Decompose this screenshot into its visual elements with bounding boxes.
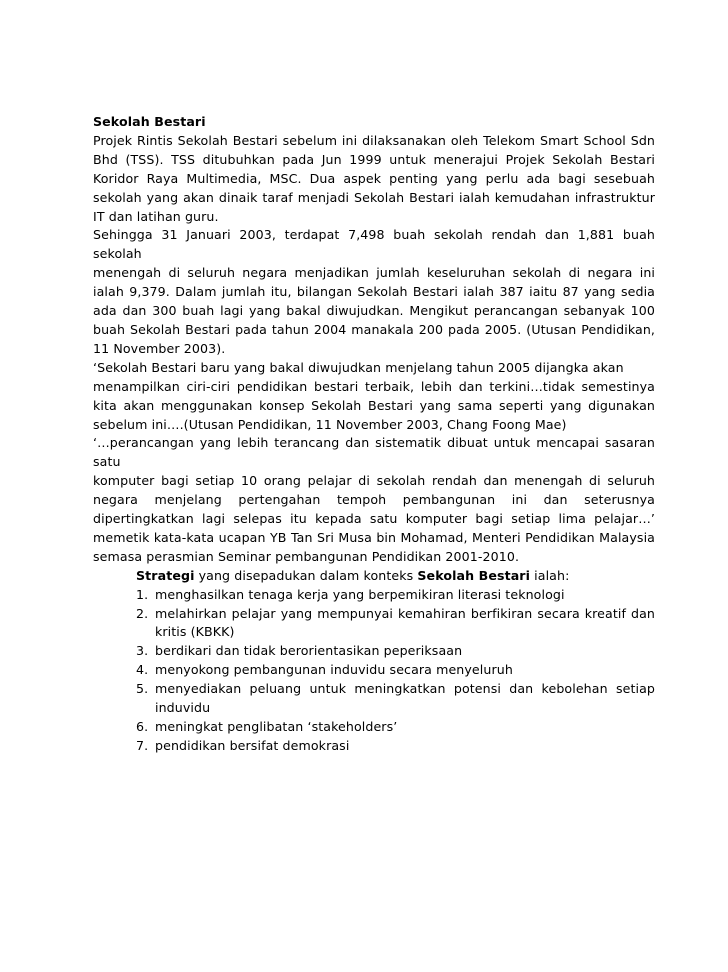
list-item <box>136 680 655 718</box>
list-item-number: 1. <box>136 586 149 602</box>
list-item <box>136 605 655 643</box>
strategy-end-text: ialah: <box>530 567 570 583</box>
paragraph-quote: menampilkan ciri-ciri pendidikan bestari terbaik, lebih dan terkini…tidak semestinya kita akan menggunakan konsep Sekolah Bestari yang sama seperti yang digunakan sebelum ini….(Utusan Pendidikan, 11 November 2003, Chang Foong Mae) <box>93 378 655 432</box>
list-item-text: meningkat penglibatan ‘stakeholders’ <box>155 719 398 734</box>
paragraph-quote-start: ‘Sekolah Bestari baru yang bakal diwujudkan menjelang tahun 2005 dijangka akan <box>93 359 624 375</box>
list-item-number: 6. <box>136 719 149 734</box>
strategy-bold-label: Strategi <box>136 567 195 583</box>
list-item-number: 3. <box>136 643 149 659</box>
list-item <box>136 661 655 680</box>
list-item <box>136 718 655 737</box>
list-item-number: 5. <box>136 681 149 697</box>
strategy-mid-text: yang disepadukan dalam konteks <box>194 567 418 583</box>
list-item <box>136 642 655 661</box>
document-title: Sekolah Bestari <box>93 114 206 129</box>
paragraph-intro: Projek Rintis Sekolah Bestari sebelum ini dilaksanakan oleh Telekom Smart School Sdn Bhd (TSS). TSS ditubuhkan pada Jun 1999 untuk menerajui Projek Sekolah Bestari Koridor Raya Multimedia, MSC. Dua aspek penting yang perlu ada bagi sesebuah sekolah yang akan dinaik taraf menjadi Sekolah Bestari ialah kemudahan infrastruktur IT dan latihan guru. <box>93 132 655 224</box>
list-item-text: menyediakan peluang untuk meningkatkan potensi dan kebolehan setiap induvidu <box>155 681 655 716</box>
list-item-number: 7. <box>136 737 149 753</box>
document-page <box>93 113 655 756</box>
list-item-text: berdikari dan tidak berorientasikan peperiksaan <box>155 643 463 659</box>
list-item-text: menyokong pembangunan induvidu secara menyeluruh <box>155 662 513 678</box>
strategy-list <box>93 586 655 756</box>
paragraph-statistics-start: Sehingga 31 Januari 2003, terdapat 7,498 buah sekolah rendah dan 1,881 buah sekolah <box>93 227 655 262</box>
paragraph-computer-start: ‘…perancangan yang lebih terancang dan sistematik dibuat untuk mencapai sasaran satu <box>93 435 655 470</box>
list-item-text: melahirkan pelajar yang mempunyai kemahiran berfikiran secara kreatif dan kritis (KBKK) <box>155 605 655 640</box>
list-item <box>136 737 655 756</box>
list-item-number: 2. <box>136 605 149 621</box>
list-item-number: 4. <box>136 662 149 678</box>
list-item-text: menghasilkan tenaga kerja yang berpemikiran literasi teknologi <box>155 586 565 602</box>
strategy-intro <box>93 567 655 586</box>
paragraph-computer: komputer bagi setiap 10 orang pelajar di sekolah rendah dan menengah di seluruh negara menjelang pertengahan tempoh pembangunan ini dan seterusnya dipertingkatkan lagi selepas itu kepada satu komputer bagi setiap lima pelajar…’ memetik kata-kata ucapan YB Tan Sri Musa bin Mohamad, Menteri Pendidikan Malaysia semasa perasmian Seminar pembangunan Pendidikan 2001-2010. <box>93 473 655 564</box>
list-item-text: pendidikan bersifat demokrasi <box>155 737 350 753</box>
strategy-school-label: Sekolah Bestari <box>417 567 531 583</box>
paragraph-statistics: menengah di seluruh negara menjadikan jumlah keseluruhan sekolah di negara ini ialah 9,379. Dalam jumlah itu, bilangan Sekolah Bestari ialah 387 iaitu 87 yang sedia ada dan 300 buah lagi yang bakal diwujudkan. Mengikut perancangan sebanyak 100 buah Sekolah Bestari pada tahun 2004 manakala 200 pada 2005. (Utusan Pendidikan, 11 November 2003). <box>93 265 655 356</box>
list-item <box>136 586 655 605</box>
